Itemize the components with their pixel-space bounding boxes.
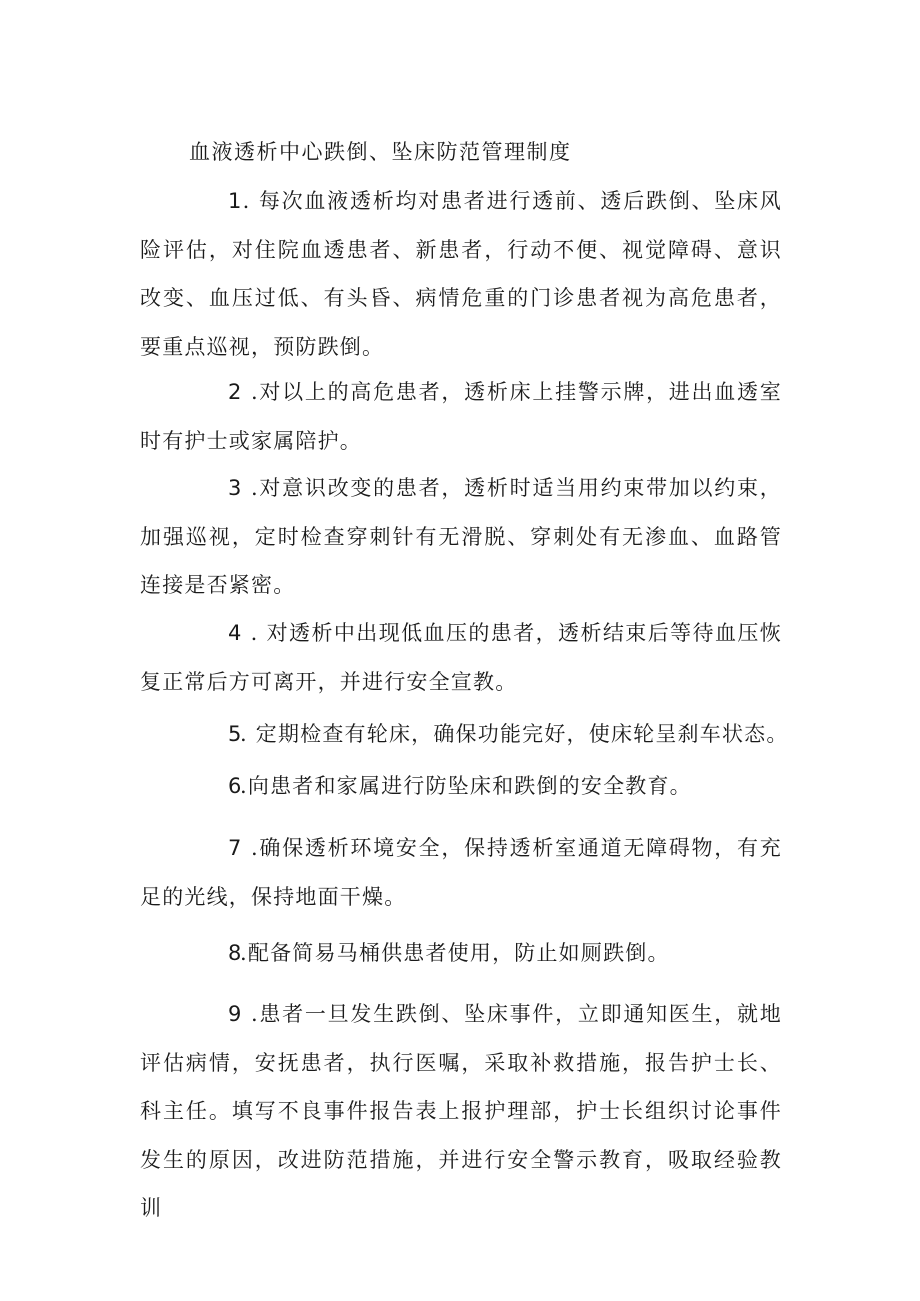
item-text: . 定期检查有轮床，确保功能完好，使床轮呈刹车状态。 [240, 722, 789, 746]
list-item-7 [140, 824, 782, 921]
list-item-5 [140, 718, 800, 748]
item-number: 9 [228, 1002, 243, 1026]
item-number: 8 [228, 941, 243, 965]
list-item-9 [140, 990, 782, 1233]
list-item-3 [140, 464, 782, 610]
item-number: 1 [228, 189, 243, 213]
item-text: .确保透析环境安全，保持透析室通道无障碍物，有充足的光线，保持地面干燥。 [140, 836, 782, 909]
list-item-4 [140, 609, 782, 706]
item-number: 3 [228, 476, 243, 500]
list-item-1 [140, 177, 782, 371]
item-number: 6 [228, 774, 243, 798]
item-text: .对意识改变的患者，透析时适当用约束带加以约束，加强巡视，定时检查穿刺针有无滑脱、穿刺处有无渗血、血路管连接是否紧密。 [140, 476, 782, 597]
document-title: 血液透析中心跌倒、坠床防范管理制度 [189, 140, 572, 164]
item-number: 7 [228, 836, 243, 860]
item-text: . 每次血液透析均对患者进行透前、透后跌倒、坠床风险评估，对住院血透患者、新患者，行动不便、视觉障碍、意识改变、血压过低、有头昏、病情危重的门诊患者视为高危患者，要重点巡视，预防跌倒。 [140, 189, 782, 359]
item-number: 4 [228, 621, 243, 645]
item-text: . 对透析中出现低血压的患者，透析结束后等待血压恢复正常后方可离开，并进行安全宣教。 [140, 621, 782, 694]
item-number: 5 [228, 722, 243, 746]
list-item-2 [140, 368, 782, 465]
item-text: .向患者和家属进行防坠床和跌倒的安全教育。 [240, 774, 692, 798]
list-item-6 [140, 770, 800, 800]
item-number: 2 [228, 380, 243, 404]
item-text: .患者一旦发生跌倒、坠床事件，立即通知医生，就地评估病情，安抚患者，执行医嘱，采取补救措施，报告护士长、科主任。填写不良事件报告表上报护理部，护士长组织讨论事件发生的原因，改进防范措施，并进行安全警示教育，吸取经验教训 [140, 1002, 782, 1220]
item-text: .对以上的高危患者，透析床上挂警示牌，进出血透室时有护士或家属陪护。 [140, 380, 782, 453]
list-item-8 [140, 937, 800, 967]
item-text: .配备简易马桶供患者使用，防止如厕跌倒。 [240, 941, 670, 965]
